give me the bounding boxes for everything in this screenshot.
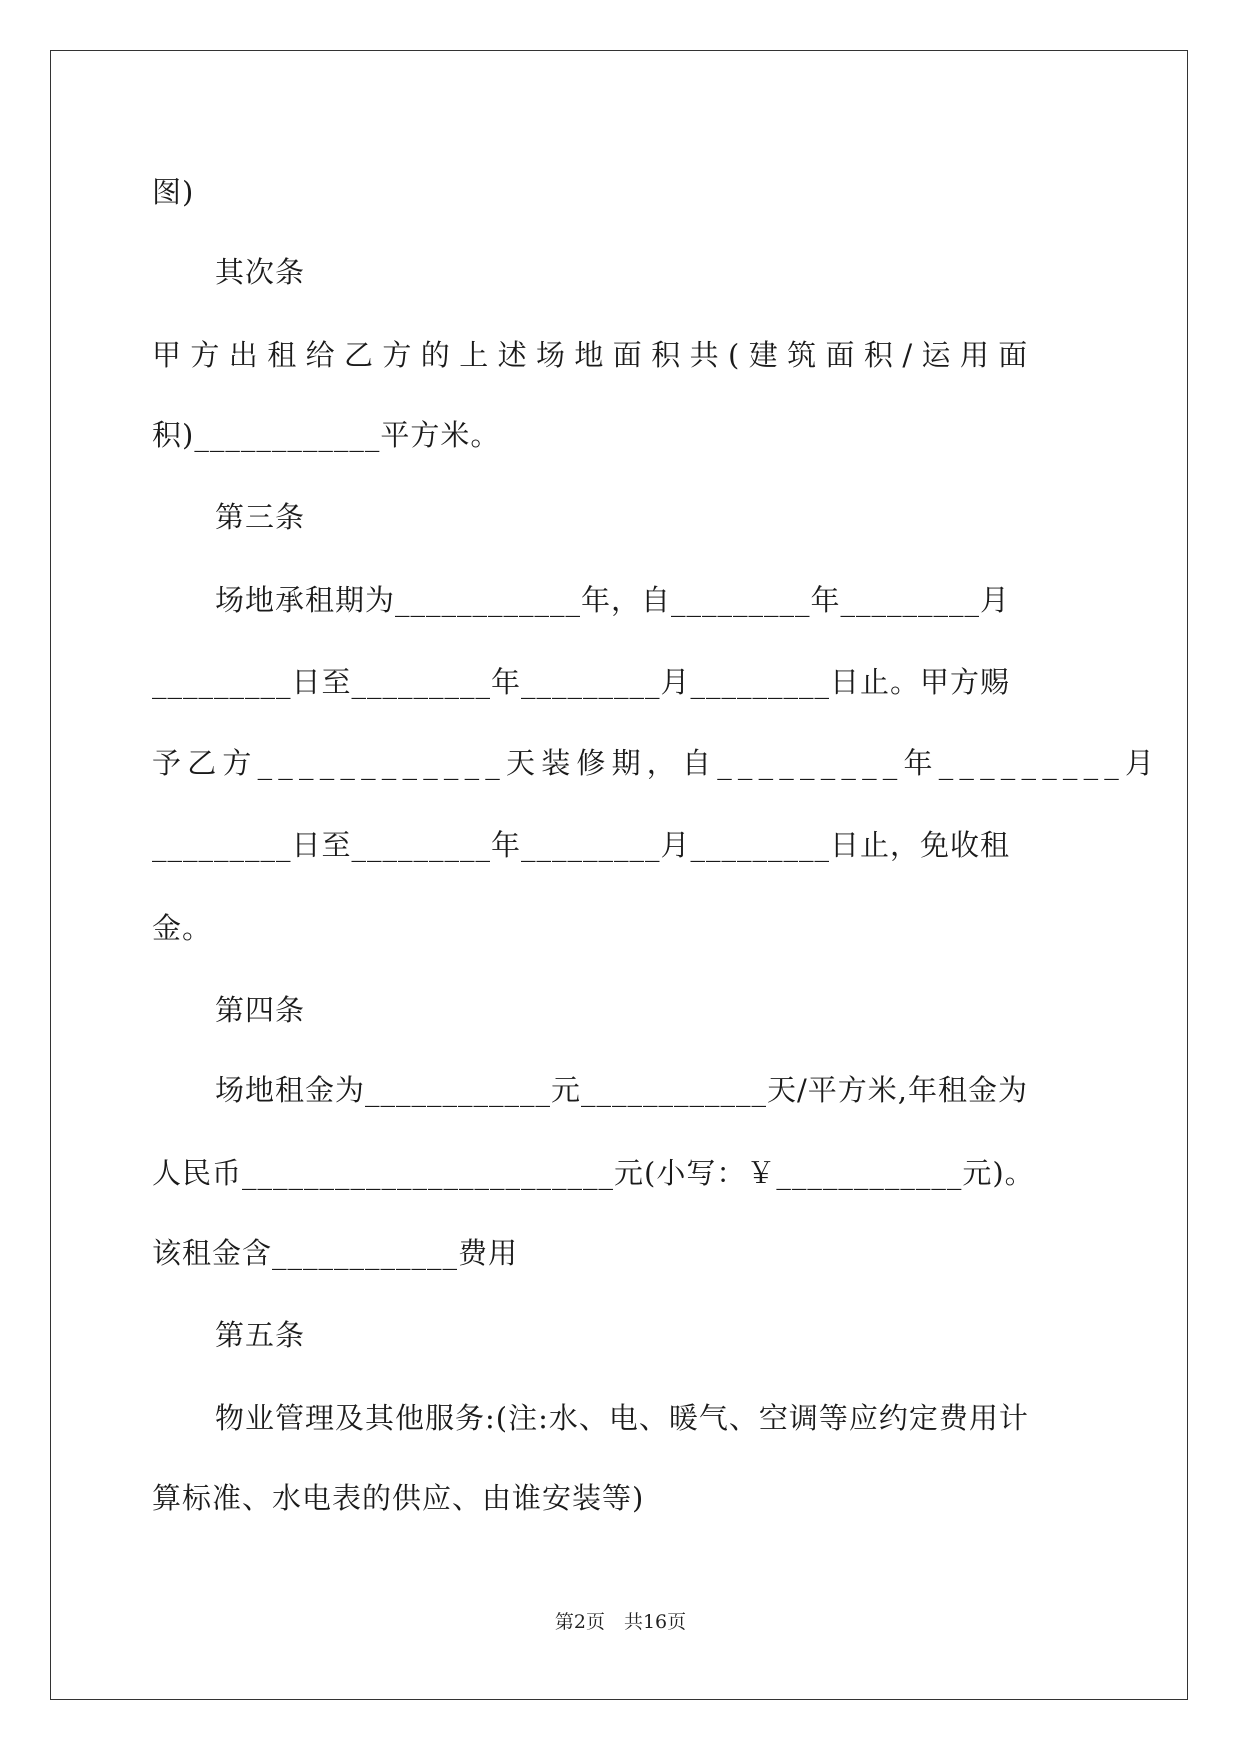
article-heading: 第五条 [215,1318,306,1352]
text-line: 该租金含____________费用 [152,1236,519,1270]
text-line: 场地租金为____________元____________天/平方米,年租金为 [215,1073,1028,1107]
page-number-footer: 第2页 共16页 [554,1611,687,1633]
text-line: 积)____________平方米。 [152,418,501,452]
text-line: 人民币________________________元(小写：￥____________元)。 [152,1156,1035,1190]
text-line: 甲方出租给乙方的上述场地面积共(建筑面积/运用面 [152,338,1037,372]
article-heading: 其次条 [215,255,306,289]
text-line: 图) [152,175,195,209]
text-line: _________日至_________年_________月_________日止。甲方赐 [152,665,1011,699]
article-heading: 第三条 [215,500,306,534]
text-line: 算标准、水电表的供应、由谁安装等) [152,1481,645,1515]
text-line: _________日至_________年_________月_________日止，免收租 [152,828,1011,862]
text-line: 予乙方____________天装修期，自_________年_________月 [152,746,1161,780]
page-border [50,50,1188,1700]
text-line: 物业管理及其他服务:(注:水、电、暖气、空调等应约定费用计 [215,1401,1029,1435]
article-heading: 第四条 [215,993,306,1027]
text-line: 场地承租期为____________年，自_________年_________月 [215,583,1011,617]
text-line: 金。 [152,911,213,945]
